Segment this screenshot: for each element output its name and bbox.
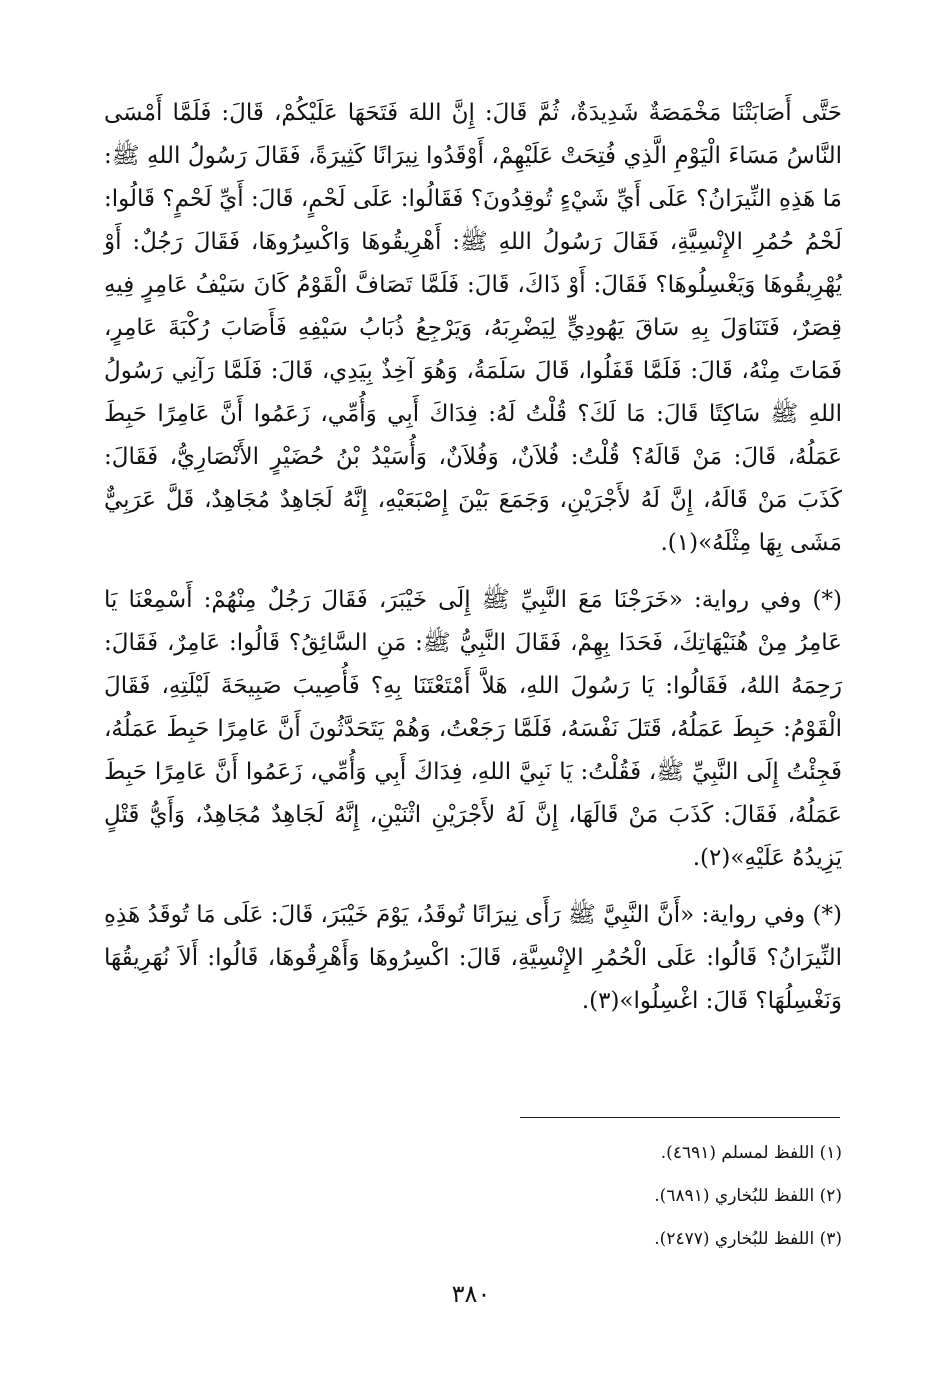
paragraph-3: (*) وفي رواية: «أَنَّ النَّبِيَّ ﷺ رَأَى نِيرَانًا تُوقَدُ، يَوْمَ خَيْبَرَ، قَالَ: عَلَى مَا تُوقَدُ هَذِهِ النِّيرَانُ؟ قَالُوا: عَلَى الْحُمُرِ الإِنْسِيَّةِ، قَالَ: اكْسِرُوهَا وَأَهْرِقُوهَا، قَالُوا: أَلاَ نُهَرِيقُهَا وَنَغْسِلُهَا؟ قَالَ: اغْسِلُوا»(٣). [104, 902, 843, 1014]
footnote-1: (١) اللفظ لمسلم (٤٦٩١). [660, 1143, 842, 1163]
footnotes [104, 1132, 842, 1261]
footnote-3: (٣) اللفظ للبُخاري (٢٤٧٧). [654, 1229, 842, 1249]
paragraph-1: حَتَّى أَصَابَتْنَا مَخْمَصَةٌ شَدِيدَةٌ، ثُمَّ قَالَ: إِنَّ اللهَ فَتَحَهَا عَلَيْكُمْ، قَالَ: فَلَمَّا أَمْسَى النَّاسُ مَسَاءَ الْيَوْمِ الَّذِي فُتِحَتْ عَلَيْهِمْ، أَوْقَدُوا نِيرَانًا كَثِيرَةً، فَقَالَ رَسُولُ اللهِ ﷺ: مَا هَذِهِ النِّيرَانُ؟ عَلَى أَيِّ شَيْءٍ تُوقِدُونَ؟ فَقَالُوا: عَلَى لَحْمٍ، قَالَ: أَيِّ لَحْمٍ؟ قَالُوا: لَحْمُ حُمُرِ الإِنْسِيَّةِ، فَقَالَ رَسُولُ اللهِ ﷺ: أَهْرِيقُوهَا وَاكْسِرُوهَا، فَقَالَ رَجُلٌ: أَوْ يُهْرِيقُوهَا وَيَغْسِلُوهَا؟ فَقَالَ: أَوْ ذَاكَ، قَالَ: فَلَمَّا تَصَافَّ الْقَوْمُ كَانَ سَيْفُ عَامِرٍ فِيهِ قِصَرٌ، فَتَنَاوَلَ بِهِ سَاقَ يَهُودِيٍّ لِيَضْرِبَهُ، وَيَرْجِعُ ذُبَابُ سَيْفِهِ فَأَصَابَ رُكْبَةَ عَامِرٍ، فَمَاتَ مِنْهُ، قَالَ: فَلَمَّا قَفَلُوا، قَالَ سَلَمَةُ، وَهُوَ آخِذٌ بِيَدِي، قَالَ: فَلَمَّا رَآنِي رَسُولُ اللهِ ﷺ سَاكِتًا قَالَ: مَا لَكَ؟ قُلْتُ لَهُ: فِدَاكَ أَبِي وَأُمِّي، زَعَمُوا أَنَّ عَامِرًا حَبِطَ عَمَلُهُ، قَالَ: مَنْ قَالَهُ؟ قُلْتُ: فُلاَنٌ، وَفُلاَنٌ، وَأُسَيْدُ بْنُ حُضَيْرٍ الأَنْصَارِيُّ، فَقَالَ: كَذَبَ مَنْ قَالَهُ، إِنَّ لَهُ لأَجْرَيْنِ، وَجَمَعَ بَيْنَ إِصْبَعَيْهِ، إِنَّهُ لَجَاهِدٌ مُجَاهِدٌ، قَلَّ عَرَبِيٌّ مَشَى بِهَا مِثْلَهُ»(١). [104, 100, 842, 556]
page-number: ٣٨٠ [451, 1280, 491, 1308]
paragraph-2: (*) وفي رواية: «خَرَجْنَا مَعَ النَّبِيِّ ﷺ إِلَى خَيْبَرَ، فَقَالَ رَجُلٌ مِنْهُمْ: أَسْمِعْنَا يَا عَامِرُ مِنْ هُنَيْهَاتِكَ، فَحَدَا بِهِمْ، فَقَالَ النَّبِيُّ ﷺ: مَنِ السَّائِقُ؟ قَالُوا: عَامِرٌ، فَقَالَ: رَحِمَهُ اللهُ، فَقَالُوا: يَا رَسُولَ اللهِ، هَلاَّ أَمْتَعْتَنَا بِهِ؟ فَأُصِيبَ صَبِيحَةَ لَيْلَتِهِ، فَقَالَ الْقَوْمُ: حَبِطَ عَمَلُهُ، قَتَلَ نَفْسَهُ، فَلَمَّا رَجَعْتُ، وَهُمْ يَتَحَدَّثُونَ أَنَّ عَامِرًا حَبِطَ عَمَلُهُ، فَجِئْتُ إِلَى النَّبِيِّ ﷺ، فَقُلْتُ: يَا نَبِيَّ اللهِ، فِدَاكَ أَبِي وَأُمِّي، زَعَمُوا أَنَّ عَامِرًا حَبِطَ عَمَلُهُ، فَقَالَ: كَذَبَ مَنْ قَالَهَا، إِنَّ لَهُ لأَجْرَيْنِ اثْنَيْنِ، إِنَّهُ لَجَاهِدٌ مُجَاهِدٌ، وَأَيُّ قَتْلٍ يَزِيدُهُ عَلَيْهِ»(٢). [104, 587, 842, 871]
footnote-2: (٢) اللفظ للبُخاري (٦٨٩١). [654, 1186, 842, 1206]
footnote-divider [520, 1117, 840, 1118]
main-text [104, 92, 842, 1023]
